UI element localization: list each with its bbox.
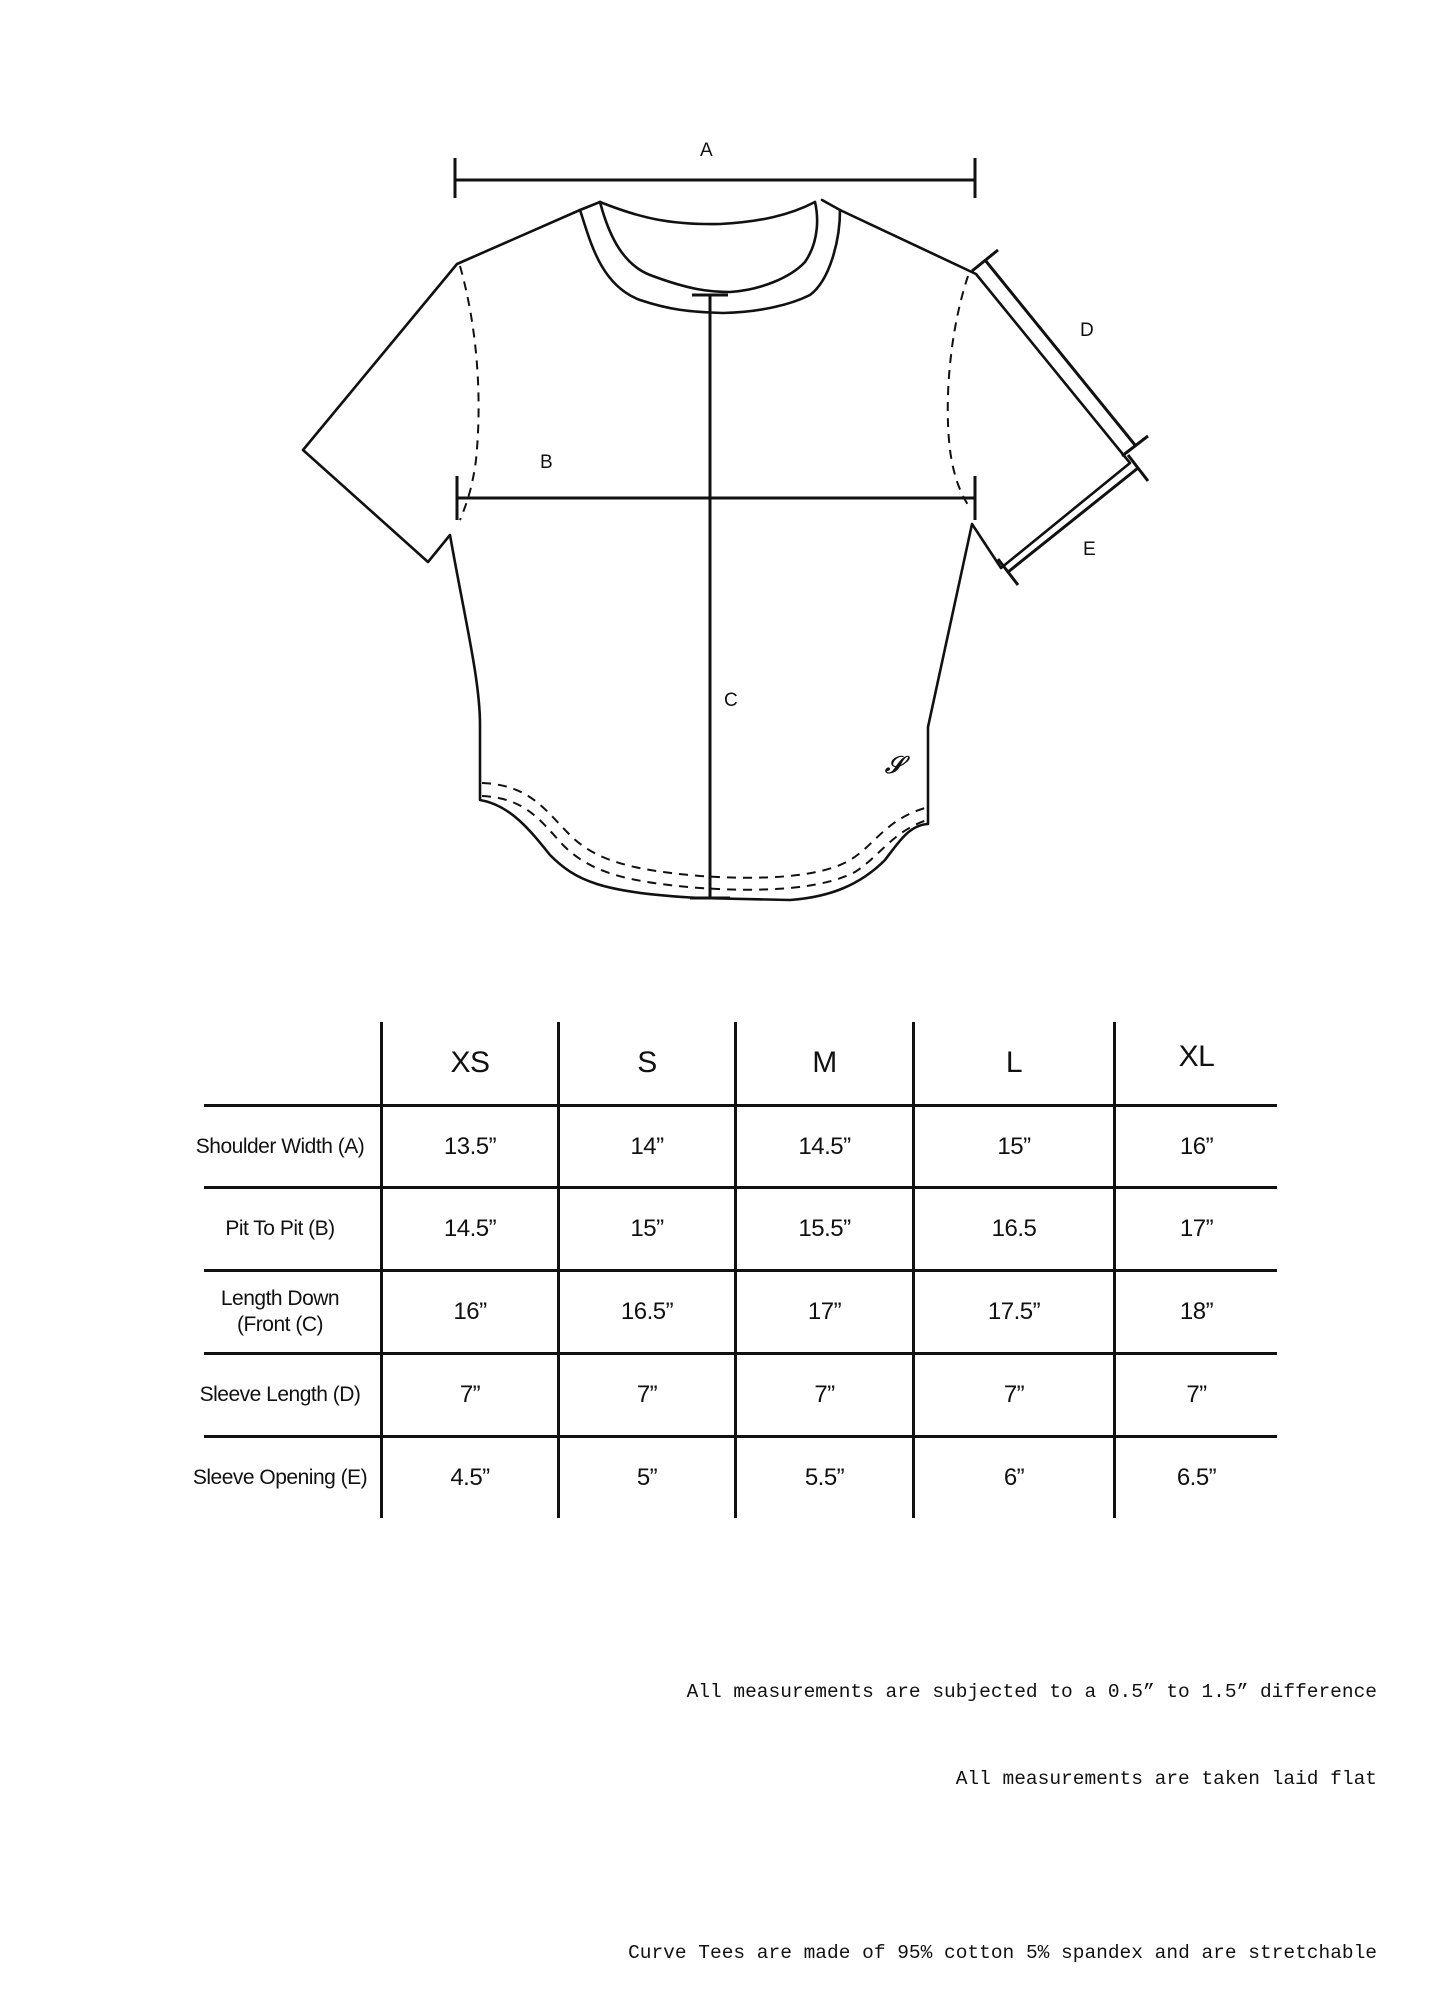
cell-value: 7” (1186, 1381, 1207, 1408)
cell-value: 17” (1179, 1215, 1214, 1242)
header-size-s: S (637, 1046, 657, 1079)
hem-stitch-1 (482, 783, 925, 878)
back-neckline (600, 202, 815, 224)
label-a: A (700, 140, 713, 161)
label-e: E (1083, 539, 1096, 560)
note-line-material: Curve Tees are made of 95% cotton 5% spandex and are stretchable (628, 1942, 1377, 1964)
cell-value: 14.5” (443, 1215, 497, 1242)
cell-value: 5.5” (804, 1464, 845, 1491)
corner-cell (180, 1022, 380, 1104)
measurement-notes (628, 1620, 1377, 1997)
cell-value: 7” (459, 1381, 481, 1408)
row-label-sleeve-opening: Sleeve Opening (E) (192, 1466, 368, 1489)
cell-value: 7” (814, 1381, 835, 1408)
row-label-sleeve-length: Sleeve Length (D) (199, 1383, 361, 1406)
row-label-pit-to-pit: Pit To Pit (B) (225, 1217, 335, 1240)
cell-value: 15” (997, 1132, 1031, 1160)
note-line-difference: All measurements are subjected to a 0.5” to 1.5” difference (686, 1681, 1377, 1703)
label-c: C (724, 690, 738, 711)
collar-inner (600, 202, 817, 292)
row-label-shoulder-width: Shoulder Width (A) (195, 1134, 365, 1158)
header-size-l: L (1005, 1046, 1023, 1079)
cell-value: 16.5 (991, 1215, 1037, 1242)
cell-value: 4.5” (450, 1464, 490, 1491)
cell-value: 14.5” (798, 1132, 851, 1160)
cell-value: 7” (636, 1381, 658, 1408)
header-size-xs: XS (450, 1046, 490, 1079)
cell-value: 15” (630, 1215, 664, 1242)
cell-value: 7” (1003, 1381, 1025, 1408)
hem-stitch-2 (482, 796, 927, 890)
cell-value: 16” (1179, 1132, 1214, 1160)
right-armhole-seam (948, 276, 968, 505)
cell-value: 6” (1003, 1464, 1025, 1491)
note-line-laid-flat: All measurements are taken laid flat (955, 1768, 1377, 1790)
cell-value: 16” (453, 1298, 487, 1325)
label-d: D (1080, 320, 1094, 341)
left-armhole-seam (460, 266, 479, 520)
cell-value: 13.5” (443, 1132, 497, 1160)
cell-value: 16.5” (620, 1298, 674, 1325)
header-size-xl: XL (1178, 1040, 1215, 1073)
cell-value: 17.5” (987, 1298, 1041, 1325)
row-label-length-down: Length Down (Front (C) (220, 1287, 340, 1336)
cell-value: 5” (636, 1464, 658, 1491)
tshirt-diagram (0, 0, 1445, 920)
cell-value: 17” (807, 1298, 842, 1325)
cell-value: 14” (630, 1132, 664, 1160)
label-b: B (540, 452, 553, 473)
logo-glyph: 𝒮 (885, 750, 904, 779)
cell-value: 6.5” (1176, 1464, 1217, 1491)
size-chart-table (180, 1016, 1277, 1518)
cell-value: 15.5” (798, 1215, 851, 1242)
cell-value: 18” (1179, 1298, 1214, 1325)
header-size-m: M (812, 1046, 837, 1079)
